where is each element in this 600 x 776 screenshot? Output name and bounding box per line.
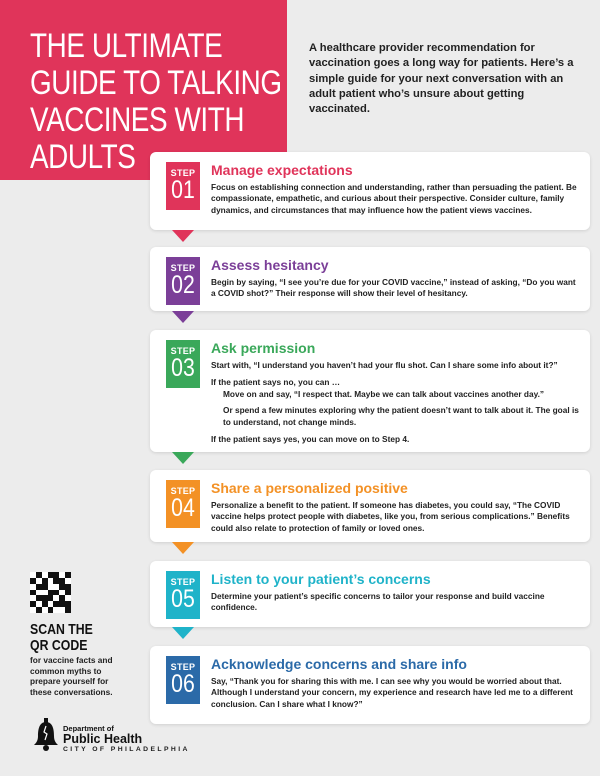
step-label: STEP: [170, 577, 196, 587]
scan-line: QR CODE: [30, 637, 88, 654]
step-text: Say, “Thank you for sharing this with me. I can see why you would be worried about that. Although I understand your concern, my experience and research have led me to a different conclusion. Can I share what I know?”: [211, 676, 573, 709]
department-name: Public Health: [63, 732, 143, 746]
step-title: Listen to your patient’s concerns: [211, 571, 431, 587]
step-card-3: [150, 330, 590, 452]
department-label: Department of: [63, 724, 114, 733]
step-badge: [166, 340, 200, 388]
step-pointer: [172, 627, 194, 639]
step-pointer: [172, 542, 194, 554]
title-line: THE ULTIMATE: [30, 27, 223, 65]
step-label: STEP: [170, 486, 196, 496]
step-label: STEP: [170, 662, 196, 672]
scan-line: SCAN THE: [30, 621, 93, 638]
step-body: [211, 676, 579, 710]
step-badge: [166, 656, 200, 704]
step-text: Personalize a benefit to the patient. If someone has diabetes, you could say, “The COVID vaccine helps protect people with diabetes, like you, from serious complications.” Benefits could also relate to protection of family or loved ones.: [211, 500, 570, 533]
step-body: [211, 182, 579, 216]
step-badge: [166, 257, 200, 305]
step-title: Assess hesitancy: [211, 257, 329, 273]
step-pointer: [172, 230, 194, 242]
title-line: VACCINES WITH: [30, 101, 245, 139]
step-pointer: [172, 311, 194, 323]
step-text: Focus on establishing connection and understanding, rather than persuading the patient. Be compassionate, empathetic, and curious about their perspective. Consider culture, family dynamics, and circumstances that may influence how the patient views vaccines.: [211, 182, 577, 215]
scan-heading: [30, 622, 93, 654]
step-body: [211, 591, 579, 614]
step-text: Determine your patient’s specific concerns to tailor your response and build vaccine confidence.: [211, 591, 545, 613]
intro-text: A healthcare provider recommendation for vaccination goes a long way for patients. Here’s a simple guide for your next conversation with an adult patient who’s unsure about getting vaccinated.: [309, 42, 574, 116]
step-badge: [166, 480, 200, 528]
step-card-1: [150, 152, 590, 230]
step-number: 01: [171, 176, 195, 204]
step-body: [211, 277, 579, 300]
step-card-4: [150, 470, 590, 542]
step-text: If the patient says yes, you can move on to Step 4.: [211, 434, 410, 445]
step-badge: [166, 571, 200, 619]
step-card-2: [150, 247, 590, 311]
step-text: Begin by saying, “I see you’re due for your COVID vaccine,” instead of asking, “Do you want a COVID shot?” Their response will show their level of hesitancy.: [211, 277, 576, 299]
step-number: 06: [171, 670, 195, 698]
scan-description: for vaccine facts and common myths to prepare yourself for these conversations.: [30, 655, 113, 697]
step-number: 02: [171, 271, 195, 299]
title-line: ADULTS: [30, 138, 136, 176]
step-card-5: [150, 561, 590, 627]
step-badge: [166, 162, 200, 210]
step-body: [211, 360, 579, 445]
step-number: 05: [171, 585, 195, 613]
title-line: GUIDE TO TALKING: [30, 64, 282, 102]
step-label: STEP: [170, 168, 196, 178]
step-label: STEP: [170, 263, 196, 273]
step-text: Move on and say, “I respect that. Maybe we can talk about vaccines another day.”: [223, 388, 545, 399]
step-label: STEP: [170, 346, 196, 356]
step-text: If the patient says no, you can …: [211, 377, 341, 388]
step-text: Start with, “I understand you haven’t had your flu shot. Can I share some info about it?”: [211, 360, 558, 370]
step-title: Share a personalized positive: [211, 480, 408, 496]
liberty-bell-icon: [33, 718, 59, 752]
step-card-6: [150, 646, 590, 724]
step-pointer: [172, 452, 194, 464]
step-number: 04: [171, 494, 195, 522]
step-title: Ask permission: [211, 340, 316, 356]
step-text: Or spend a few minutes exploring why the patient doesn’t want to talk about it. The goal is to understand, not change minds.: [223, 405, 579, 427]
city-label: CITY OF PHILADELPHIA: [63, 746, 190, 753]
step-title: Acknowledge concerns and share info: [211, 656, 467, 672]
step-number: 03: [171, 354, 195, 382]
step-title: Manage expectations: [211, 162, 353, 178]
step-body: [211, 500, 579, 534]
qr-code[interactable]: [30, 572, 71, 613]
